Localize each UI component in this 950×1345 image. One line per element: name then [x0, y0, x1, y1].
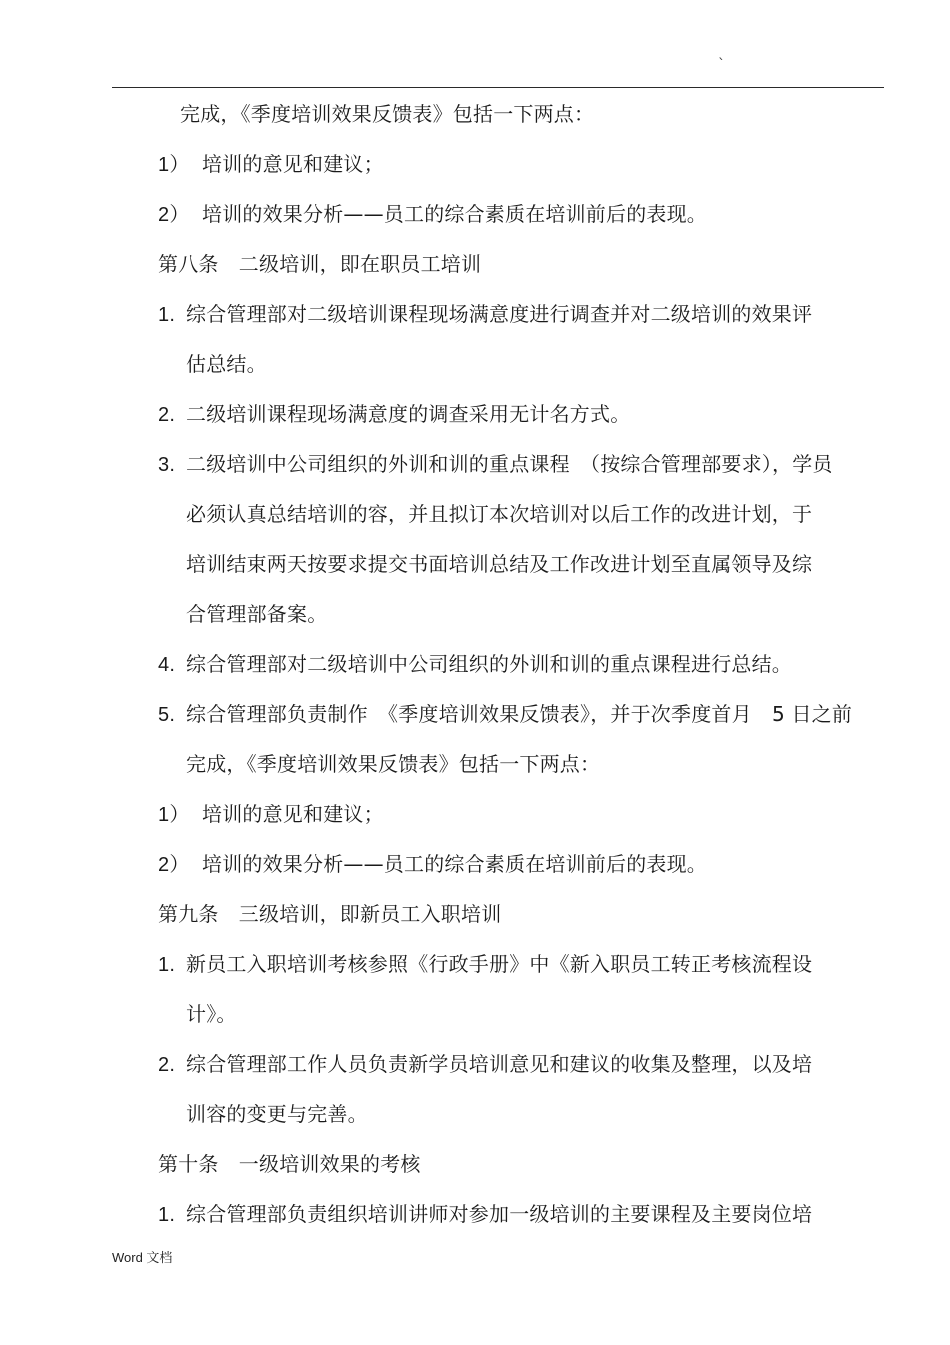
line-text: 培训的意见和建议； [202, 152, 384, 176]
line-text: 综合管理部负责组织培训讲师对参加一级培训的主要课程及主要岗位培 [186, 1202, 813, 1226]
document-line [186, 354, 267, 374]
line-text: 培训的效果分析——员工的综合素质在培训前后的表现。 [202, 852, 707, 876]
line-text: 综合管理部对二级培训课程现场满意度进行调查并对二级培训的效果评 [186, 302, 813, 326]
line-text: 计》。 [186, 1002, 237, 1026]
document-line [186, 604, 327, 624]
item-number: 2） [158, 204, 190, 226]
line-text: 新员工入职培训考核参照《行政手册》中《新入职员工转正考核流程设 [186, 952, 813, 976]
header-mark: ` [718, 57, 725, 73]
document-line [186, 1104, 368, 1124]
document-line [186, 504, 812, 524]
document-line [158, 154, 384, 175]
section-heading [158, 1154, 421, 1174]
document-line [158, 404, 630, 425]
item-number: 1. [158, 304, 176, 326]
document-line [158, 854, 707, 875]
line-text: 综合管理部工作人员负责新学员培训意见和建议的收集及整理，以及培 [186, 1052, 813, 1076]
item-number: 2. [158, 1054, 176, 1076]
document-line [186, 754, 600, 774]
line-text: 综合管理部负责制作 《季度培训效果反馈表》，并于次季度首月 5 日之前 [186, 702, 853, 726]
document-line [158, 204, 707, 225]
item-number: 4. [158, 654, 176, 676]
document-line [158, 454, 833, 475]
item-number: 1） [158, 154, 190, 176]
document-line [180, 104, 594, 124]
line-text: 完成，《季度培训效果反馈表》包括一下两点： [180, 102, 595, 126]
document-line [158, 304, 812, 325]
line-text: 合管理部备案。 [186, 602, 328, 626]
line-text: 第八条 二级培训，即在职员工培训 [158, 252, 482, 276]
item-number: 3. [158, 454, 176, 476]
line-text: 估总结。 [186, 352, 267, 376]
document-line [158, 654, 792, 675]
item-number: 1. [158, 1204, 176, 1226]
document-line [186, 1004, 237, 1024]
item-number: 2. [158, 404, 176, 426]
line-text: 训容的变更与完善。 [186, 1102, 368, 1126]
header-rule [112, 87, 884, 88]
document-line [186, 554, 812, 574]
item-number: 2） [158, 854, 190, 876]
line-text: 培训的效果分析——员工的综合素质在培训前后的表现。 [202, 202, 707, 226]
item-number: 5. [158, 704, 176, 726]
section-heading [158, 904, 501, 924]
line-text: 第十条 一级培训效果的考核 [158, 1152, 421, 1176]
line-text: 二级培训课程现场满意度的调查采用无计名方式。 [186, 402, 631, 426]
line-text: 培训结束两天按要求提交书面培训总结及工作改进计划至直属领导及综 [186, 552, 813, 576]
line-text: 必须认真总结培训的容，并且拟订本次培训对以后工作的改进计划，于 [186, 502, 813, 526]
section-heading [158, 254, 481, 274]
line-text: 二级培训中公司组织的外训和训的重点课程 （按综合管理部要求），学员 [186, 452, 833, 476]
document-line [158, 704, 852, 725]
footer-label: Word 文档 [112, 1250, 173, 1265]
item-number: 1） [158, 804, 190, 826]
item-number: 1. [158, 954, 176, 976]
document-line [158, 1054, 812, 1075]
line-text: 完成，《季度培训效果反馈表》包括一下两点： [186, 752, 601, 776]
document-line [158, 1204, 812, 1225]
document-line [158, 804, 384, 825]
line-text: 第九条 三级培训，即新员工入职培训 [158, 902, 502, 926]
line-text: 综合管理部对二级培训中公司组织的外训和训的重点课程进行总结。 [186, 652, 792, 676]
line-text: 培训的意见和建议； [202, 802, 384, 826]
document-line [158, 954, 812, 975]
